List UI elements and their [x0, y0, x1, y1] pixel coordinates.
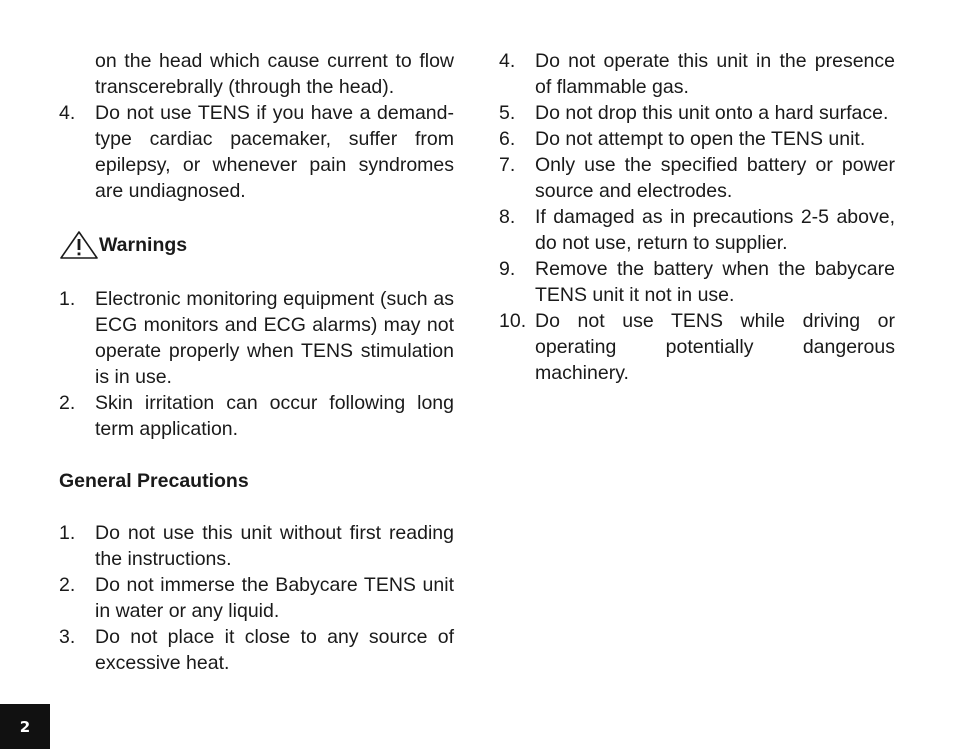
list-number: 1. — [59, 288, 76, 310]
warning-triangle-icon — [59, 230, 99, 260]
list-item — [59, 520, 454, 572]
general-precautions-list — [59, 520, 454, 676]
list-text: Do not place it close to any source of excessive heat. — [95, 626, 454, 674]
page-number: 2 — [19, 717, 31, 736]
list-text: Do not use TENS if you have a demand-type cardiac pacemaker, suffer from epilepsy, or whenever pain syndromes are undiagnosed. — [95, 102, 454, 202]
list-item — [499, 48, 895, 100]
list-item — [499, 204, 895, 256]
list-text: Do not drop this unit onto a hard surface. — [535, 102, 889, 124]
list-number: 9. — [499, 258, 516, 280]
list-item — [59, 572, 454, 624]
list-number: 10. — [499, 310, 527, 332]
list-item — [499, 256, 895, 308]
list-number: 6. — [499, 128, 516, 150]
list-text: Do not use this unit without first reading the instructions. — [95, 522, 454, 570]
right-column — [499, 48, 895, 386]
list-item — [499, 100, 895, 126]
list-number: 8. — [499, 206, 516, 228]
list-item — [59, 390, 454, 442]
warnings-heading — [59, 230, 454, 260]
list-number: 4. — [59, 102, 76, 124]
warnings-list — [59, 286, 454, 442]
list-text: Do not immerse the Babycare TENS unit in water or any liquid. — [95, 574, 454, 622]
list-text: Only use the specified battery or power source and electrodes. — [535, 154, 895, 202]
list-text: If damaged as in precautions 2-5 above, do not use, return to supplier. — [535, 206, 895, 254]
list-text: Electronic monitoring equipment (such as ECG monitors and ECG alarms) may not operate properly when TENS stimulation is in use. — [95, 288, 454, 388]
list-number: 3. — [59, 626, 76, 648]
list-number: 1. — [59, 522, 76, 544]
list-number: 5. — [499, 102, 516, 124]
list-text: Skin irritation can occur following long term application. — [95, 392, 454, 440]
list-number: 4. — [499, 50, 516, 72]
list-text: Do not attempt to open the TENS unit. — [535, 128, 866, 150]
list-number: 2. — [59, 392, 76, 414]
precautions-continued-list — [499, 48, 895, 386]
list-text: Do not use TENS while driving or operating potentially dangerous machinery. — [535, 310, 895, 384]
list-text: Remove the battery when the babycare TENS unit it not in use. — [535, 258, 895, 306]
list-item — [499, 308, 895, 386]
list-number: 7. — [499, 154, 516, 176]
list-item — [59, 100, 454, 204]
list-item — [59, 624, 454, 676]
contraindications-list — [59, 100, 454, 204]
page-number-tab — [0, 704, 50, 749]
list-item — [499, 152, 895, 204]
general-precautions-heading: General Precautions — [59, 470, 249, 492]
list-number: 2. — [59, 574, 76, 596]
left-column — [59, 48, 454, 676]
warnings-heading-text: Warnings — [99, 234, 188, 256]
list-item — [59, 286, 454, 390]
list-item — [499, 126, 895, 152]
continued-paragraph: on the head which cause current to flow transcerebrally (through the head). — [95, 50, 454, 98]
list-text: Do not operate this unit in the presence of flammable gas. — [535, 50, 895, 98]
